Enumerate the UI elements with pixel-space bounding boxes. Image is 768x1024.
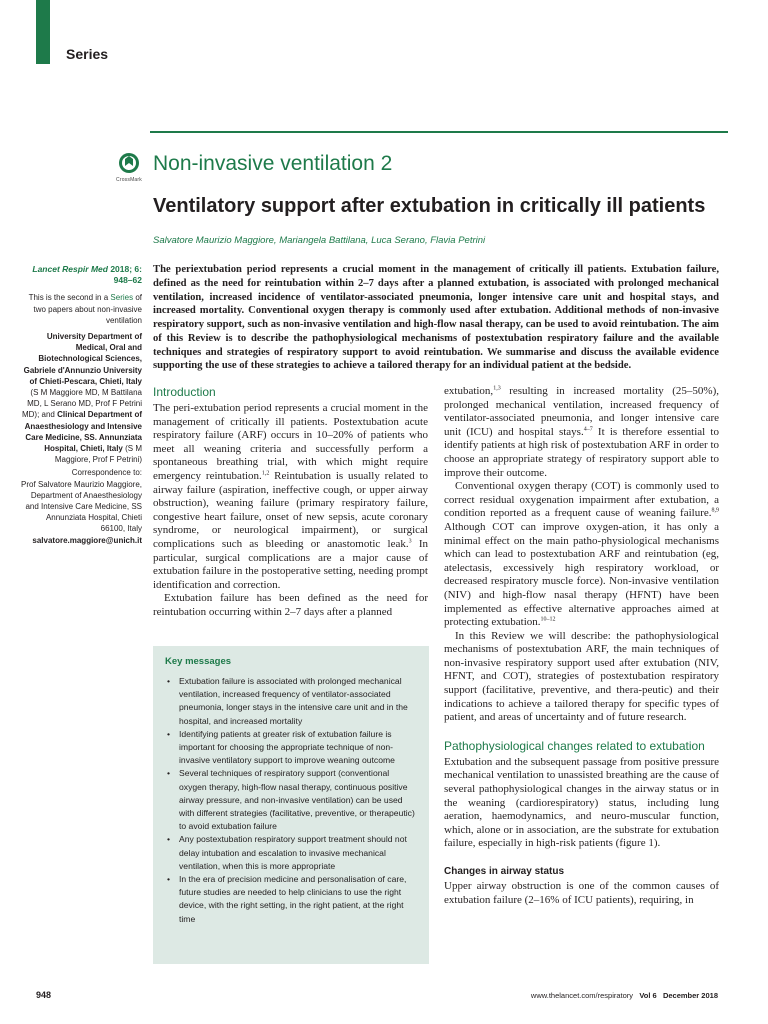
right-paragraph-1 <box>444 385 719 480</box>
page-number: 948 <box>36 990 52 1000</box>
crossmark-label: CrossMark <box>116 177 142 183</box>
volume: Vol 6 <box>639 991 657 1000</box>
issue-date: December 2018 <box>662 991 718 1000</box>
reference-mark[interactable]: 10–12 <box>540 616 556 623</box>
affiliation-and: and <box>39 410 58 420</box>
text-run: It is therefore essential to identify patients at high risk of postextubation ARF in order to choose an appropriate strategy of respiratory support able to improve their outcome. <box>444 425 719 479</box>
article-sidebar <box>20 264 142 546</box>
series-title: Non-invasive ventilation 2 <box>153 152 393 175</box>
affiliation-1: University Department of Medical, Oral and Biotechnological Sciences, Gabriele d'Annunzio University of Chieti-Pescara, Chieti, Italy <box>23 332 142 386</box>
list-item: • Identifying patients at greater risk of extubation failure is important for choosing the appropriate technique of non-invasive ventilatory support to improve weaning outcome <box>165 728 417 768</box>
list-item: • Several techniques of respiratory support (conventional oxygen therapy, high-flow nasal therapy, continuous positive airway pressure, and non-invasive ventilation) can be used with different strategies (facilitative, preventive, or therapeutic) to avoid extubation failure <box>165 767 417 833</box>
crossmark-badge[interactable] <box>114 152 144 183</box>
footer-journal-info <box>531 991 718 1000</box>
right-paragraph-5: Upper airway obstruction is one of the common causes of extubation failure (2–16% of ICU patients), requiring, in <box>444 880 719 906</box>
right-paragraph-4: Extubation and the subsequent passage from positive pressure mechanical ventilation to unassisted breathing are the cause of several pathophysiological changes in the airway status or in the weaning (cardiorespiratory) status, including lung aeration, haemodynamics, and neuro-muscular function, which, alone or in association, are the substrate for extubation failure, especially in high-risk patients (figure 1). <box>444 755 719 850</box>
series-color-bar <box>36 0 50 64</box>
affiliation-1-people: (S M Maggiore MD, M Battilana MD, L Serano MD, Prof F Petrini MD); <box>21 388 142 420</box>
abstract: The periextubation period represents a crucial moment in the management of critically ill patients. Extubation failure, defined as the need for reintubation within 2–7 days after a planned extubation, is associated with prolonged mechanical ventilation, increased incidence of ventilator-associated pneumonia, longer intensive care unit and hospital stays, and increased mortality. Conventional oxygen therapy is commonly used after extubation. Additional methods of non-invasive respiratory support, such as non-invasive ventilation and high-flow nasal therapy, can be used to avoid reintubation. The aim of this Review is to describe the pathophysiological mechanisms of postextubation respiratory failure and the available techniques and strategies of respiratory support to avoid reintubation. We summarise and discuss the available evidence supporting the use of these strategies to achieve a tailored therapy for an individual patient at the bedside. <box>153 264 719 372</box>
left-column <box>153 385 428 620</box>
key-messages-list <box>165 675 417 926</box>
text-run: Although COT can improve oxygen-ation, it has only a minimal effect on the main patho-physiological mechanisms which can lead to postextubation ARF and reintubation (eg, atelectasis, excessively high respiratory workload, or decreased respiratory muscle force). Non-invasive ventilation (NIV) and high-flow nasal therapy (HFNT) have been implemented as effective alternative approaches aimed at protecting extubation. <box>444 520 719 629</box>
citation-journal: Lancet Respir Med <box>32 264 108 274</box>
affiliation-2-people: (S M Maggiore, Prof F Petrini) <box>54 444 142 465</box>
correspondence-label: Correspondence to: <box>71 468 142 478</box>
text-run: Reintubation is usually related to airway failure (aspiration, ineffective cough, or upper airway obstruction), weaning failure (primary respiratory failure, congestive heart failure, onset of new sepsis, acute coronary syndrome, or neurological impairment), or surgical complications such as bleeding or anastomotic leak. <box>153 469 429 550</box>
text-run: resulting in increased mortality (25–50%), prolonged mechanical ventilation, increased frequency of ventilator-associated pneumonia, and longer intensive care unit (ICU) and hospital stays. <box>444 385 719 438</box>
list-item: • Extubation failure is associated with prolonged mechanical ventilation, increased frequency of ventilator-associated pneumonia, longer stays in the intensive care unit and in the hospital, and increased mortality <box>165 675 417 728</box>
crossmark-icon <box>118 152 140 176</box>
text-run: In particular, surgical complications are a major cause of extubation failure in the postoperative setting, needing prompt identification and correction. <box>153 537 428 591</box>
key-messages-panel <box>153 646 429 964</box>
series-note-pre: This is the second in a <box>28 293 111 303</box>
journal-url[interactable]: www.thelancet.com/respiratory <box>530 991 634 1000</box>
reference-mark[interactable]: 4–7 <box>583 426 593 433</box>
reference-mark[interactable]: 8,9 <box>711 507 719 514</box>
series-note <box>20 292 142 326</box>
reference-mark[interactable]: 3 <box>408 538 412 545</box>
reference-mark[interactable]: 1,3 <box>493 385 501 392</box>
intro-paragraph-2: Extubation failure has been defined as the need for reintubation occurring within 2–7 days after a planned <box>153 592 428 618</box>
author-list: Salvatore Maurizio Maggiore, Mariangela Battilana, Luca Serano, Flavia Petrini <box>153 235 486 246</box>
correspondence-email[interactable] <box>20 535 142 546</box>
key-messages-title: Key messages <box>165 656 232 667</box>
header-rule <box>150 131 728 133</box>
series-link[interactable]: Series <box>110 293 134 303</box>
intro-paragraph-1 <box>153 402 428 592</box>
list-item: • In the era of precision medicine and personalisation of care, future studies are needed to help clinicians to use the right device, with the right setting, in the right patient, at the right time <box>165 873 417 926</box>
text-run: The peri-extubation period represents a crucial moment in the management of critically ill patients. Postextubation acute respiratory failure (ARF) occurs in 10–20% of patients who meet all weaning criteria and successfully perform a spontaneous breathing trial, with which might require emergency reintubation. <box>153 402 428 482</box>
citation <box>20 264 142 286</box>
right-paragraph-2 <box>444 480 719 630</box>
section-label: Series <box>66 46 109 62</box>
series-note-post: of two papers about non-invasive ventilation <box>33 293 142 325</box>
text-run: Conventional oxygen therapy (COT) is commonly used to correct residual oxygenation impairment after extubation, a condition reported as a frequent cause of weaning failure. <box>444 480 719 520</box>
pathophysiology-heading: Pathophysiological changes related to extubation <box>444 738 705 753</box>
list-item: • Any postextubation respiratory support treatment should not delay intubation and escalation to invasive mechanical ventilation, when this is more appropriate <box>165 833 417 873</box>
citation-volume: 2018; 6: 948–62 <box>107 264 142 286</box>
reference-mark[interactable]: 1,2 <box>261 470 270 477</box>
airway-subheading: Changes in airway status <box>444 866 565 877</box>
intro-heading: Introduction <box>153 385 216 399</box>
correspondence-text: Prof Salvatore Maurizio Maggiore, Department of Anaesthesiology and Intensive Care Medicine, SS Annunziata Hospital, Chieti 66100, Italy <box>21 479 142 534</box>
affiliation-2: Clinical Department of Anaesthesiology and Intensive Care Medicine, SS. Annunziata Hospital, Chieti, Italy <box>24 410 142 454</box>
text-run: extubation, <box>444 385 494 397</box>
email-link[interactable]: salvatore.maggiore@unich.it <box>32 535 142 545</box>
right-column <box>444 385 719 907</box>
affiliations <box>20 331 142 465</box>
article-title: Ventilatory support after extubation in critically ill patients <box>153 195 706 217</box>
right-paragraph-3: In this Review we will describe: the pathophysiological mechanisms of postextubation ARF, the main techniques of non-invasive respiratory support used after extubation (NIV, HFNT, and COT), strategies of postextubation respiratory support (facilitative, preventive, and thera-peutic) and their indications to achieve a tailored therapy for specific types of patient, and areas of uncertainty and of future research. <box>444 629 719 724</box>
